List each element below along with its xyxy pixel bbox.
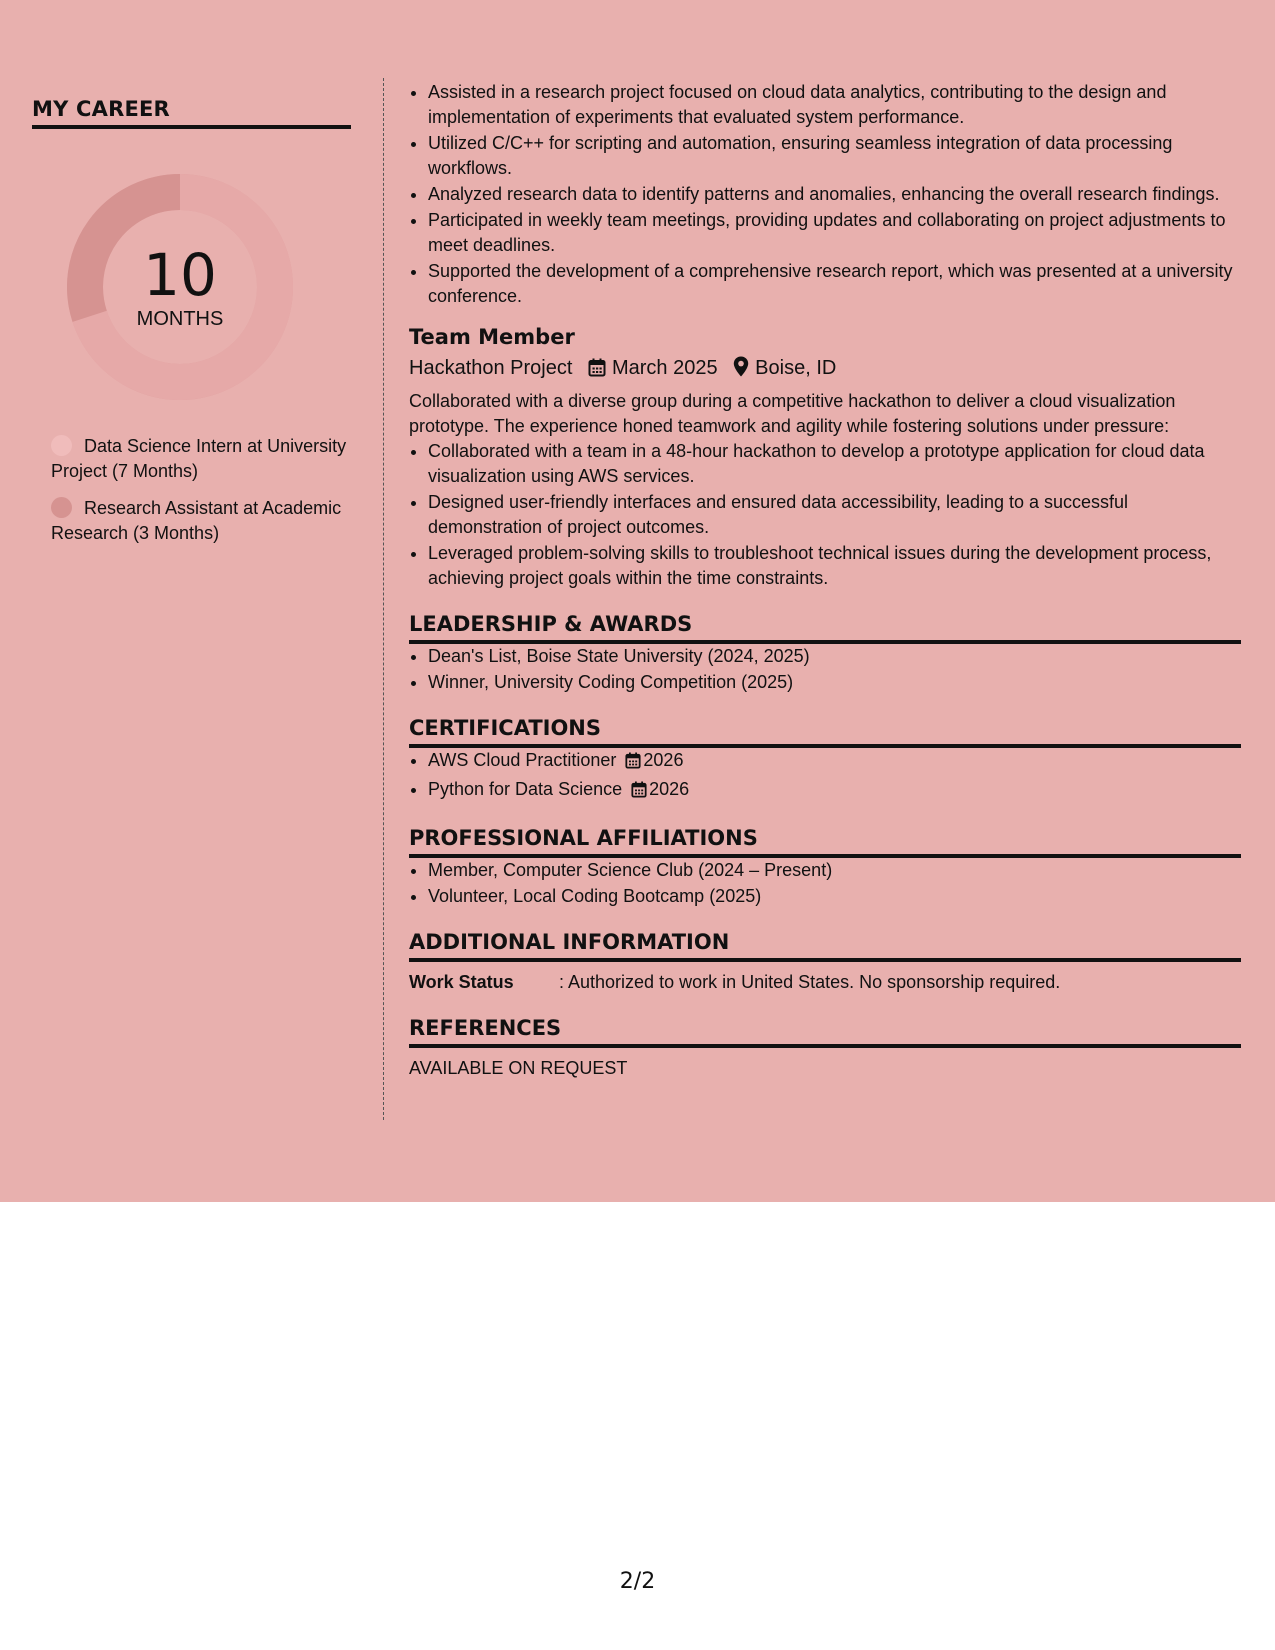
job-date: March 2025 — [611, 357, 718, 379]
certifications-list — [409, 748, 1241, 805]
job-meta — [409, 354, 1241, 385]
affiliations-heading: PROFESSIONAL AFFILIATIONS — [409, 823, 1241, 858]
list-item: • Utilized C/C++ for scripting and automation, ensuring seamless integration of data processing workflows. — [428, 131, 1241, 181]
list-item: • Participated in weekly team meetings, providing updates and collaborating on project adjustments to meet deadlines. — [428, 208, 1241, 258]
career-total-unit: MONTHS — [136, 308, 224, 330]
certification-year: 2026 — [649, 779, 690, 799]
map-pin-icon — [733, 356, 749, 385]
legend-item — [51, 496, 351, 546]
legend-label: Research Assistant at Academic Research (3 Months) — [51, 498, 342, 543]
job-organization: Hackathon Project — [409, 357, 573, 379]
awards-list — [409, 644, 1241, 695]
list-item: • Designed user-friendly interfaces and ensured data accessibility, leading to a successful demonstration of project outcomes. — [428, 490, 1241, 540]
team-experience-bullets — [409, 439, 1241, 591]
work-status-row — [409, 970, 1241, 995]
prev-experience-bullets — [409, 80, 1241, 309]
job-title: Team Member — [409, 325, 575, 349]
list-item: • Assisted in a research project focused on cloud data analytics, contributing to the design and implementation of experiments that evaluated system performance. — [428, 80, 1241, 130]
legend-item — [51, 434, 351, 484]
job-location: Boise, ID — [755, 357, 837, 379]
certifications-heading: CERTIFICATIONS — [409, 713, 1241, 748]
list-item: • Leveraged problem-solving skills to troubleshoot technical issues during the development process, achieving project goals within the time constraints. — [428, 541, 1241, 591]
certification-year: 2026 — [643, 750, 684, 770]
list-item: • Dean's List, Boise State University (2024, 2025) — [428, 644, 1241, 669]
list-item: • Collaborated with a team in a 48-hour hackathon to develop a prototype application for cloud data visualization using AWS services. — [428, 439, 1241, 489]
resume-main — [409, 80, 1241, 1081]
additional-info-heading: ADDITIONAL INFORMATION — [409, 927, 1241, 962]
affiliations-list — [409, 858, 1241, 909]
column-divider — [383, 78, 384, 1120]
certification-name: Python for Data Science — [428, 779, 623, 799]
career-total-number: 10 — [143, 241, 217, 309]
certification-name: AWS Cloud Practitioner — [428, 750, 617, 770]
references-heading: REFERENCES — [409, 1013, 1241, 1048]
job-description: Collaborated with a diverse group during a competitive hackathon to deliver a cloud visualization prototype. The experience honed teamwork and agility while fostering solutions under pressure: — [409, 391, 1176, 436]
list-item: • Volunteer, Local Coding Bootcamp (2025) — [428, 884, 1241, 909]
legend-label: Data Science Intern at University Project (7 Months) — [51, 436, 347, 481]
calendar-icon — [588, 357, 606, 385]
career-heading: MY CAREER — [32, 97, 351, 129]
career-donut-chart — [67, 174, 293, 400]
references-text: AVAILABLE ON REQUEST — [409, 1058, 628, 1078]
career-sidebar — [32, 97, 351, 558]
calendar-icon — [631, 780, 647, 805]
career-legend — [51, 434, 351, 546]
list-item: • Winner, University Coding Competition (2025) — [428, 670, 1241, 695]
work-status-label: Work Status — [409, 972, 514, 992]
list-item — [428, 748, 1241, 776]
awards-heading: LEADERSHIP & AWARDS — [409, 609, 1241, 644]
list-item: • Member, Computer Science Club (2024 – Present) — [428, 858, 1241, 883]
legend-dot — [51, 435, 72, 456]
calendar-icon — [625, 751, 641, 776]
legend-dot — [51, 497, 72, 518]
list-item: • Analyzed research data to identify patterns and anomalies, enhancing the overall research findings. — [428, 182, 1241, 207]
page-number: 2/2 — [619, 1569, 656, 1594]
list-item: • Supported the development of a comprehensive research report, which was presented at a university conference. — [428, 259, 1241, 309]
work-status-value: : Authorized to work in United States. No sponsorship required. — [559, 972, 1061, 992]
list-item — [428, 777, 1241, 805]
